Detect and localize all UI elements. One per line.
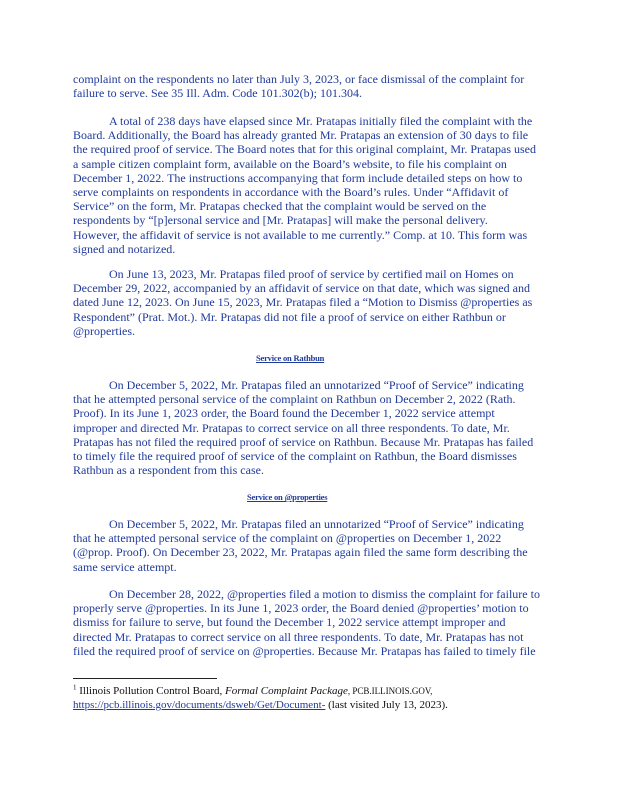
paragraph-2 xyxy=(73,114,593,256)
text-line: December 29, 2022, accompanied by an affidavit of service on that date, which was signed and xyxy=(73,281,530,296)
paragraph-1 xyxy=(73,72,593,100)
paragraph-6 xyxy=(73,587,593,658)
text-line: that he attempted personal service of the complaint on Rathbun on December 2, 2022 (Rath. xyxy=(73,392,516,407)
footnote-url-link[interactable]: https://pcb.illinois.gov/documents/dsweb/Get/Document- xyxy=(73,699,326,711)
text-line: complaint on the respondents no later than July 3, 2023, or face dismissal of the complaint for xyxy=(73,72,525,86)
text-line: directed Mr. Pratapas to correct service on all three respondents. To date, Mr. Pratapas has not xyxy=(73,629,524,644)
text-line: On December 5, 2022, Mr. Pratapas filed an unnotarized “Proof of Service” indicating xyxy=(109,378,524,392)
text-line: December 1, 2022. The instructions accompanying that form include detailed steps on how to xyxy=(73,170,523,185)
footnote-number: 1 xyxy=(73,683,77,692)
text-line: However, the affidavit of service is not available to me currently.” Comp. at 10. This form was xyxy=(73,227,528,242)
text-line: Proof). In its June 1, 2023 order, the Board found the December 1, 2022 service attempt xyxy=(73,406,495,421)
footnote-tail: (last visited July 13, 2023). xyxy=(325,699,448,711)
section-heading-properties xyxy=(247,492,353,502)
section-heading-rathbun xyxy=(256,353,352,363)
text-line: Respondent” (Prat. Mot.). Mr. Pratapas did not file a proof of service on either Rathbun or xyxy=(73,309,506,324)
heading-text: Service on Rathbun xyxy=(256,353,325,363)
text-line: On June 13, 2023, Mr. Pratapas filed proof of service by certified mail on Homes on xyxy=(109,267,514,281)
text-line: dated June 12, 2023. On June 15, 2023, Mr. Pratapas filed a “Motion to Dismiss @properties as xyxy=(73,295,533,310)
text-line: On December 28, 2022, @properties filed a motion to dismiss the complaint for failure to xyxy=(109,587,540,601)
text-line: that he attempted personal service of the complaint on @properties on December 1, 2022 xyxy=(73,531,502,546)
text-line: A total of 238 days have elapsed since Mr. Pratapas initially filed the complaint with the xyxy=(109,114,533,128)
footnote xyxy=(73,684,603,712)
text-line: On December 5, 2022, Mr. Pratapas filed an unnotarized “Proof of Service” indicating xyxy=(109,517,524,531)
text-line: dismiss for failure to serve, but found the December 1, 2022 service attempt improper and xyxy=(73,615,506,630)
text-line: the required proof of service. The Board notes that for this original complaint, Mr. Pratapas used xyxy=(73,142,536,157)
footnote-lead: Illinois Pollution Control Board, xyxy=(79,685,226,697)
heading-text: Service on @properties xyxy=(247,492,328,502)
text-line: failure to serve. See 35 Ill. Adm. Code 101.302(b); 101.304. xyxy=(73,86,362,101)
text-line: Pratapas has not filed the required proof of service on Rathbun. Because Mr. Pratapas has failed xyxy=(73,434,534,449)
paragraph-3 xyxy=(73,267,593,338)
text-line: filed the required proof of service on @properties. Because Mr. Pratapas has failed to timely file xyxy=(73,643,536,658)
text-line: serve complaints on respondents in accordance with the Board’s rules. Under “Affidavit of xyxy=(73,185,509,200)
footnote-divider xyxy=(73,678,217,679)
text-line: signed and notarized. xyxy=(73,241,176,256)
text-line: properly serve @properties. In its June 1, 2023 order, the Board denied @properties’ motion to xyxy=(73,601,529,616)
text-line: respondents by “[p]ersonal service and [Mr. Pratapas] will make the personal delivery. xyxy=(73,213,488,228)
paragraph-5 xyxy=(73,517,593,574)
text-line: Board. Additionally, the Board has already granted Mr. Pratapas an extension of 30 days to file xyxy=(73,128,529,143)
text-line: improper and directed Mr. Pratapas to correct service on all three respondents. To date, Mr. xyxy=(73,420,510,435)
footnote-title: Formal Complaint Package xyxy=(225,685,348,697)
text-line: same service attempt. xyxy=(73,559,177,574)
text-line: Rathbun as a respondent from this case. xyxy=(73,463,264,478)
footnote-site: , PCB.ILLINOIS.GOV, xyxy=(347,686,433,696)
text-line: @properties. xyxy=(73,323,136,338)
text-line: a sample citizen complaint form, available on the Board’s website, to file his complaint on xyxy=(73,156,507,171)
text-line: (@prop. Proof). On December 23, 2022, Mr. Pratapas again filed the same form describing the xyxy=(73,545,528,560)
paragraph-4 xyxy=(73,378,593,477)
text-line: to timely file the required proof of service of the complaint on Rathbun, the Board dismisses xyxy=(73,449,517,464)
text-line: Service” on the form, Mr. Pratapas checked that the complaint would be served on the xyxy=(73,199,487,214)
